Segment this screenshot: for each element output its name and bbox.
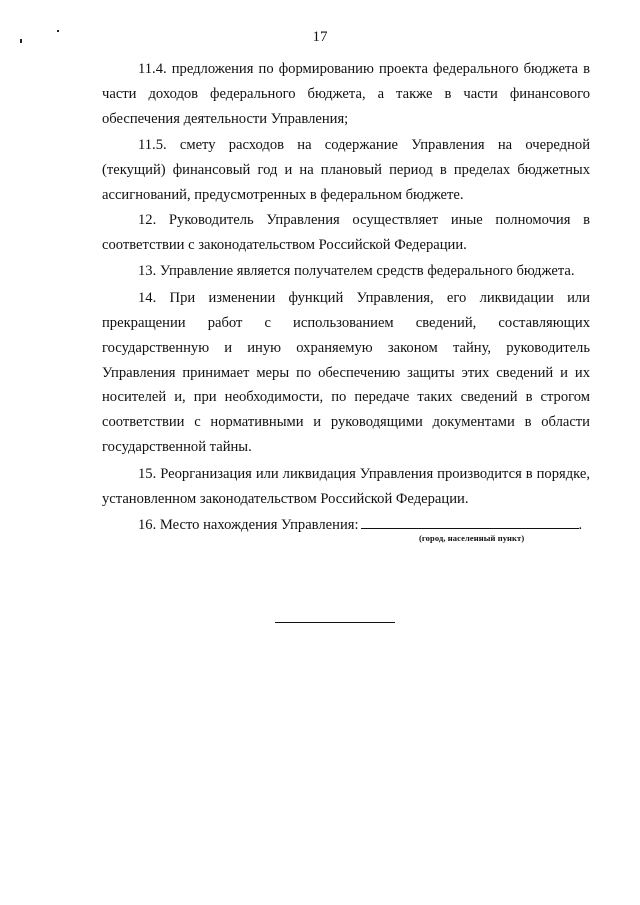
- location-label: 16. Место нахождения Управления:: [138, 517, 359, 534]
- location-blank-field[interactable]: [361, 514, 579, 529]
- paragraph-13: 13. Управление является получателем средств федерального бюджета.: [138, 263, 575, 280]
- document-body: [102, 57, 590, 538]
- paragraph-11-4: 11.4. предложения по формированию проекта федерального бюджета в части доходов федерального бюджета, а также в части финансового обеспечения деятельности Управления;: [102, 61, 590, 127]
- page-number: 17: [312, 29, 328, 45]
- paragraph-15: 15. Реорганизация или ликвидация Управления производится в порядке, установленном законодательством Российской Федерации.: [102, 465, 590, 507]
- end-divider: [275, 622, 395, 623]
- paragraph-12: 12. Руководитель Управления осуществляет иные полномочия в соответствии с законодательством Российской Федерации.: [102, 211, 590, 253]
- location-caption: (город, населенный пункт): [419, 533, 525, 543]
- paragraph-14: 14. При изменении функций Управления, его ликвидации или прекращении работ с использованием сведений, составляющих государственную и иную охраняемую законом тайну, руководитель Управления принимает меры по обеспечению защиты этих сведений и их носителей и, при необходимости, по передаче таких сведений в строгом соответствии с нормативными и руководящими документами в области государственной тайны.: [102, 290, 590, 455]
- paragraph-11-5: 11.5. смету расходов на содержание Управления на очередной (текущий) финансовый год и на плановый период в пределах бюджетных ассигнований, предусмотренных в федеральном бюджете.: [102, 137, 590, 203]
- location-end-mark: .: [578, 517, 583, 534]
